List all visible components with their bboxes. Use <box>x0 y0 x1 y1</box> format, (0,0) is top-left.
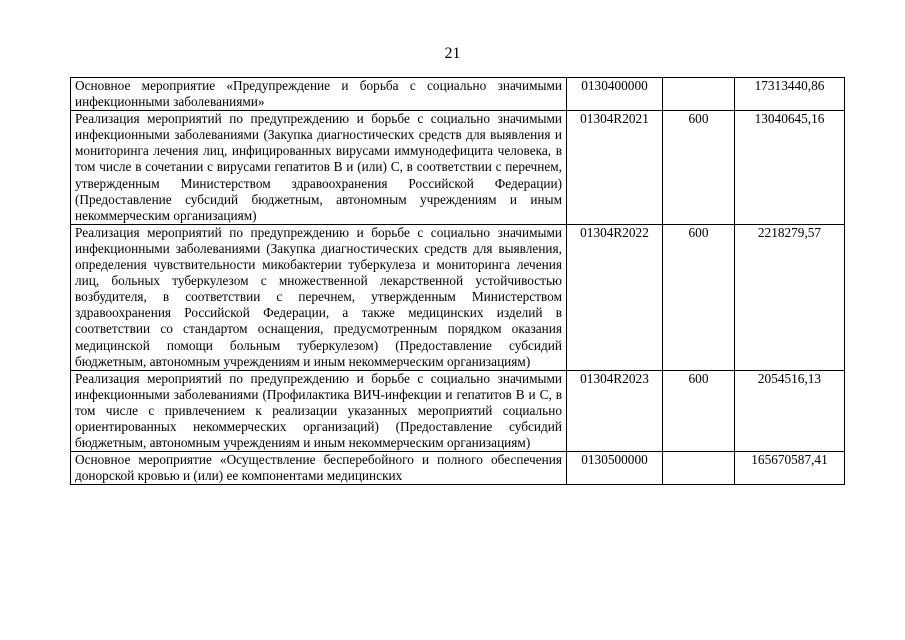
table-row <box>71 111 845 225</box>
row-expense-kind: 600 <box>663 370 735 451</box>
row-description: Основное мероприятие «Осуществление бесперебойного и полного обеспечения донорской кровью и (или) ее компонентами медицинских <box>75 452 562 484</box>
row-expense-kind: 600 <box>663 111 735 225</box>
row-target-code: 01304R2023 <box>567 370 663 451</box>
row-expense-kind: 600 <box>663 224 735 370</box>
row-target-code: 01304R2022 <box>567 224 663 370</box>
row-expense-kind <box>663 452 735 485</box>
row-target-code: 0130500000 <box>567 452 663 485</box>
row-description: Основное мероприятие «Предупреждение и борьба с социально значимыми инфекционными заболеваниями» <box>71 78 567 111</box>
row-amount: 2218279,57 <box>735 224 845 370</box>
page-number: 21 <box>444 45 461 62</box>
row-target-code: 0130400000 <box>567 78 663 111</box>
row-amount: 165670587,41 <box>735 452 845 485</box>
budget-table <box>70 77 845 485</box>
row-description-cell <box>71 452 567 485</box>
table-row <box>71 452 845 485</box>
row-description: Реализация мероприятий по предупреждению и борьбе с социально значимыми инфекционными заболеваниями (Закупка диагностических средств для выявления, определения чувствительности микобактерии туберкулеза и мониторинга лечения лиц, больных туберкулезом с множественной лекарственной устойчивостью возбудителя, в соответствии с перечнем, утвержденным Министерством здравоохранения Российской Федерации, а также медицинских изделий в соответствии со стандартом оснащения, предусмотренным порядком оказания медицинской помощи больным туберкулезом) (Предоставление субсидий бюджетным, автономным учреждениям и иным некоммерческим организациям) <box>71 224 567 370</box>
row-amount: 13040645,16 <box>735 111 845 225</box>
row-amount: 2054516,13 <box>735 370 845 451</box>
row-expense-kind <box>663 78 735 111</box>
row-amount: 17313440,86 <box>735 78 845 111</box>
row-description: Реализация мероприятий по предупреждению и борьбе с социально значимыми инфекционными заболеваниями (Закупка диагностических средств для выявления и мониторинга лечения лиц, инфицированных вирусами иммунодефицита человека, в том числе в сочетании с вирусами гепатитов В и (или) С, в соответствии с перечнем, утвержденным Министерством здравоохранения Российской Федерации) (Предоставление субсидий бюджетным, автономным учреждениям и иным некоммерческим организациям) <box>71 111 567 225</box>
row-description: Реализация мероприятий по предупреждению и борьбе с социально значимыми инфекционными заболеваниями (Профилактика ВИЧ-инфекции и гепатитов В и С, в том числе с привлечением к реализации указанных мероприятий социально ориентированных некоммерческих организаций) (Предоставление субсидий бюджетным, автономным учреждениям и иным некоммерческим организациям) <box>71 370 567 451</box>
table-row <box>71 224 845 370</box>
table-row <box>71 78 845 111</box>
row-target-code: 01304R2021 <box>567 111 663 225</box>
table-row <box>71 370 845 451</box>
